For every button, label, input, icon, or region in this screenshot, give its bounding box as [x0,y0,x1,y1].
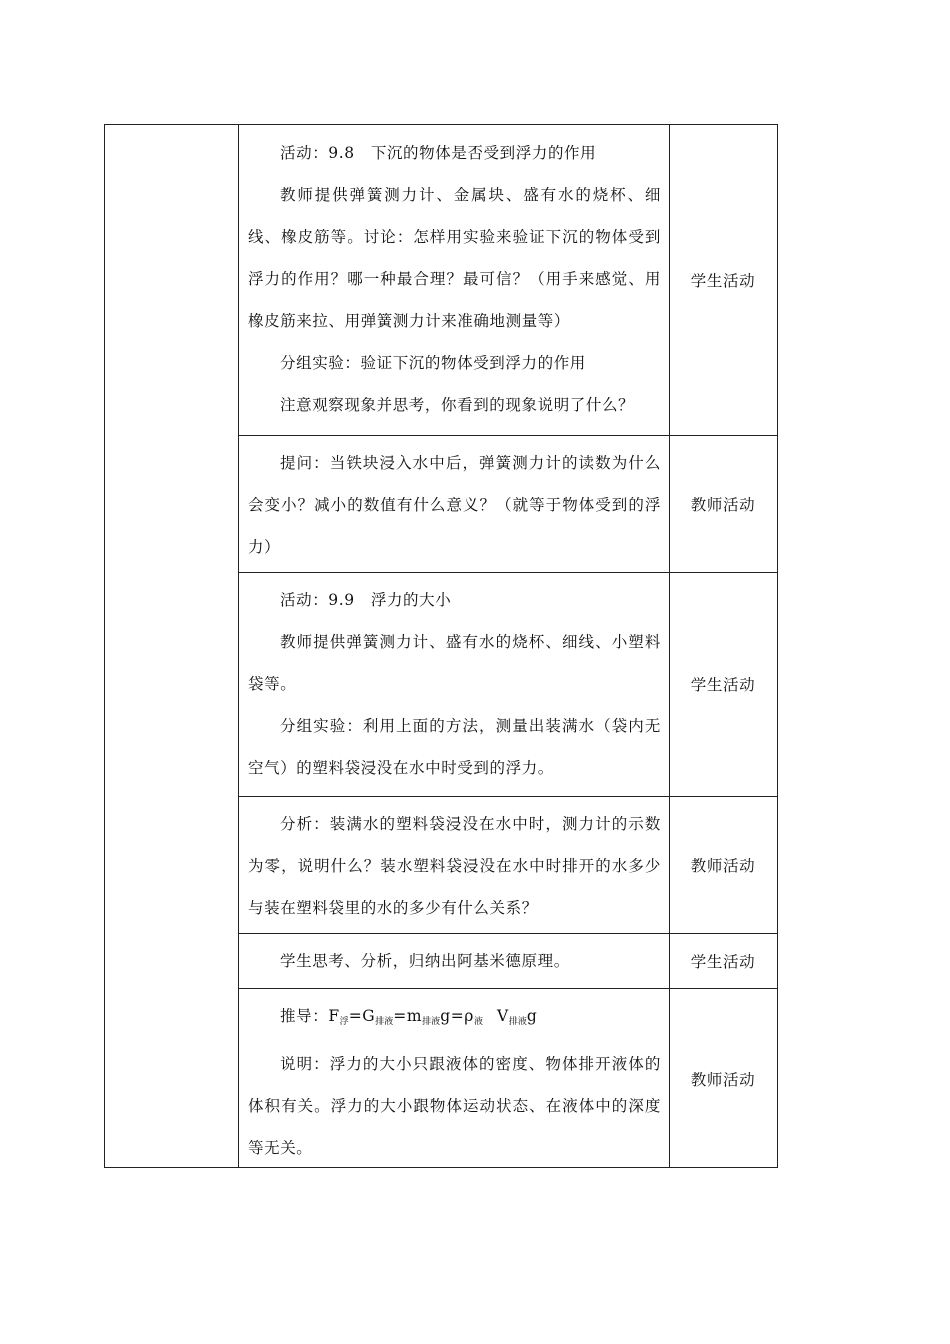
table-row [238,125,777,435]
activity-type-label: 学生活动 [690,272,756,290]
formula-part: =G [348,1007,376,1025]
paragraph: 注意观察现象并思考，你看到的现象说明了什么？ [280,396,635,414]
formula-subscript: 排液 [422,1017,441,1027]
formula-part: g [526,1007,538,1025]
formula-part: F [328,1007,340,1025]
formula-part: g=ρ [440,1007,475,1025]
table-row [238,933,777,988]
table-row [238,435,777,572]
row-content [238,435,669,568]
formula-subscript: 液 [474,1017,484,1027]
paragraph: 提问：当铁块浸入水中后，弹簧测力计的读数为什么会变小？减小的数值有什么意义？（就等于物体受到的浮力） [248,454,661,556]
row-content [238,933,669,982]
paragraph: 分组实验：利用上面的方法，测量出装满水（袋内无空气）的塑料袋浸没在水中时受到的浮力。 [248,717,661,777]
table-row [238,796,777,933]
activity-type-label: 教师活动 [690,495,756,514]
paragraph: 分析：装满水的塑料袋浸没在水中时，测力计的示数为零，说明什么？装水塑料袋浸没在水中时排开的水多少与装在塑料袋里的水的多少有什么关系？ [248,815,661,917]
row-content [238,796,669,929]
activity-type-label: 学生活动 [690,952,756,971]
formula-prefix: 推导： [280,1007,329,1025]
paragraph: 说明：浮力的大小只跟液体的密度、物体排开液体的体积有关。浮力的大小跟物体运动状态、在液体中的深度等无关。 [248,1055,661,1157]
activity-title: 活动：9.8 下沉的物体是否受到浮力的作用 [280,144,597,162]
paragraph: 学生思考、分析，归纳出阿基米德原理。 [280,952,570,970]
table-row [238,988,777,1169]
activity-type-label: 教师活动 [690,1070,756,1089]
lesson-table [104,124,778,1168]
formula-part: =m [393,1007,423,1025]
formula-subscript: 浮 [339,1017,349,1027]
activity-type-label: 教师活动 [690,856,756,875]
formula-subscript: 排液 [375,1017,394,1027]
derivation-formula [248,995,661,1043]
row-content [238,572,669,789]
activity-type-label: 学生活动 [690,676,756,694]
row-content [238,125,669,426]
activity-title: 活动：9.9 浮力的大小 [280,591,452,609]
paragraph: 分组实验：验证下沉的物体受到浮力的作用 [280,354,586,372]
formula-subscript: 排液 [508,1017,527,1027]
row-content [238,988,669,1169]
paragraph: 教师提供弹簧测力计、金属块、盛有水的烧杯、细线、橡皮筋等。讨论：怎样用实验来验证下沉的物体受到浮力的作用？哪一种最合理？最可信？（用手来感觉、用橡皮筋来拉、用弹簧测力计来准确地测量等） [248,186,661,330]
formula-part: V [497,1007,509,1025]
paragraph: 教师提供弹簧测力计、盛有水的烧杯、细线、小塑料袋等。 [248,633,661,693]
table-row [238,572,777,796]
